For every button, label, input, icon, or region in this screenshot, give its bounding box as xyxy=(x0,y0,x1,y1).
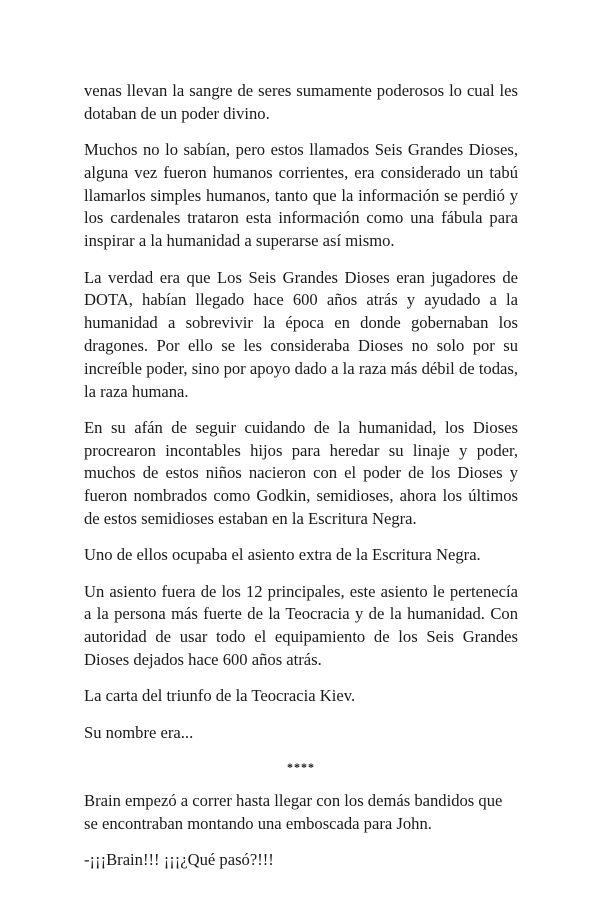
paragraph: La carta del triunfo de la Teocracia Kiev. xyxy=(84,686,356,706)
scene-separator: **** xyxy=(287,759,315,774)
paragraph: La verdad era que Los Seis Grandes Dioses eran jugadores de DOTA, habían llegado hace 600 años atrás y ayudado a la humanidad a sobrevivir la época en donde gobernaban los dragones. Por ello se les consideraba Dioses no solo por su increíble poder, sino por apoyo dado a la raza más débil de todas, la raza humana. xyxy=(84,267,518,401)
paragraph: Brain empezó a correr hasta llegar con los demás bandidos que se encontraban montando una emboscada para John. xyxy=(84,790,503,833)
paragraph: Muchos no lo sabían, pero estos llamados Seis Grandes Dioses, alguna vez fueron humanos corrientes, era considerado un tabú llamarlos simples humanos, tanto que la información se perdió y los cardenales trataron esta información como una fábula para inspirar a la humanidad a superarse así mismo. xyxy=(84,140,518,251)
paragraph: venas llevan la sangre de seres sumamente poderosos lo cual les dotaban de un poder divino. xyxy=(84,81,518,123)
document-page xyxy=(84,80,518,885)
paragraph: Un asiento fuera de los 12 principales, este asiento le pertenecía a la persona más fuerte de la Teocracia y de la humanidad. Con autoridad de usar todo el equipamiento de los Seis Grandes Dioses dejados hace 600 años atrás. xyxy=(84,581,518,670)
dialogue-line: -¡¡¡Brain!!! ¡¡¡¿Qué pasó?!!! xyxy=(84,850,274,870)
paragraph: Su nombre era... xyxy=(84,722,194,742)
paragraph: En su afán de seguir cuidando de la humanidad, los Dioses procrearon incontables hijos para heredar su linaje y poder, muchos de estos niños nacieron con el poder de los Dioses y fueron nombrados como Godkin, semidioses, ahora los últimos de estos semidioses estaban en la Escritura Negra. xyxy=(84,417,518,529)
paragraph: Uno de ellos ocupaba el asiento extra de la Escritura Negra. xyxy=(84,545,481,565)
